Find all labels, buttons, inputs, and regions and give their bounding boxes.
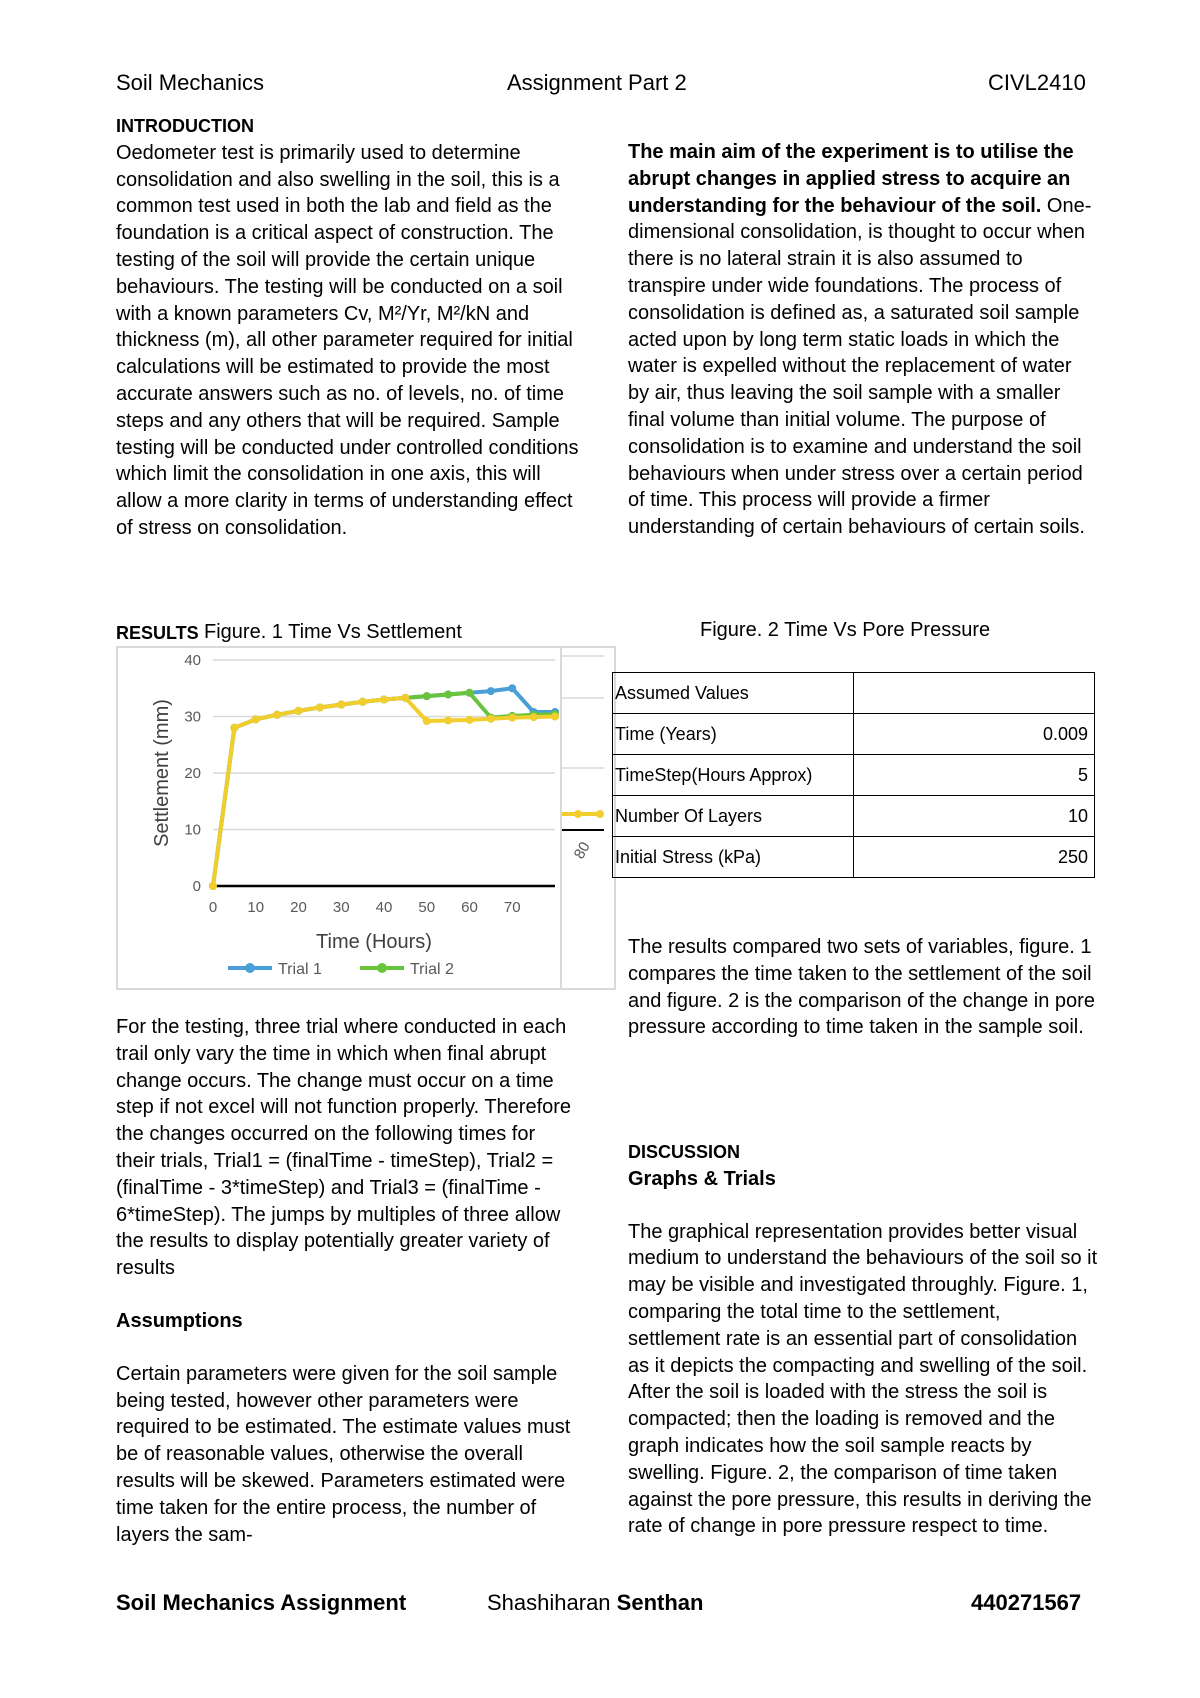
discussion-column xyxy=(628,1139,1098,1540)
trials-text: For the testing, three trial where conducted in each trail only vary the time in which when final abrupt change occurs. The change must occur on a time step if not excel will not function properly. Therefore the changes occurred on the following times for their trials, Trial1 = (finalTime - timeStep), Trial2 = (finalTime - 3*timeStep) and Trial3 = (finalTime - 6*timeStep). The jumps by multiples of three allow the results to display potentially greater variety of results xyxy=(116,1016,572,1280)
trial2-point xyxy=(466,689,474,697)
trial3-point xyxy=(423,717,431,725)
legend-trial1-label: Trial 1 xyxy=(278,961,322,978)
discussion-text: The graphical representation provides better visual medium to understand the behaviours of the soil so it may be visible and investigated throughly. Figure. 1, comparing the total time to the settlement, settlement rate is an essential part of consolidation as it depicts the compacting and swelling of the soil. After the soil is loaded with the stress the soil is compacted; then the loading is removed and the graph indicates how the soil sample reacts by swelling. Figure. 2, the comparison of time taken against the pore pressure, this results in deriving the rate of change in pore pressure respect to time. xyxy=(628,1220,1098,1538)
figure2-caption: Figure. 2 Time Vs Pore Pressure xyxy=(700,619,991,641)
table-cell: TimeStep(Hours Approx) xyxy=(613,755,854,796)
intro-right-paragraph xyxy=(628,139,1098,541)
trial3-point xyxy=(316,703,324,711)
table-cell: 10 xyxy=(854,796,1095,837)
table-row xyxy=(613,837,1095,878)
results-text: The results compared two sets of variables, figure. 1 compares the time taken to the settlement of the soil and figure. 2 is the comparison of the change in pore pressure according to time taken in the sample soil. xyxy=(628,936,1095,1039)
trial3-point xyxy=(466,716,474,724)
assumptions-text: Certain parameters were given for the soil sample being tested, however other parameters were required to be estimated. The estimate values must be of reasonable values, otherwise the overall results will be skewed. Parameters estimated were time taken for the entire process, the number of layers the sam- xyxy=(116,1362,571,1546)
x-axis-title: Time (Hours) xyxy=(316,931,432,953)
trial1-point xyxy=(487,687,495,695)
x-tick-label: 40 xyxy=(375,899,393,916)
trial3-point xyxy=(337,701,345,709)
table-cell: Initial Stress (kPa) xyxy=(613,837,854,878)
trial1-point xyxy=(508,684,516,692)
trial3-point xyxy=(230,724,238,732)
legend-trial2-marker xyxy=(377,963,387,973)
assumed-values-table xyxy=(612,672,1095,878)
header-code: CIVL2410 xyxy=(988,70,1086,95)
table-header-cell xyxy=(854,673,1095,714)
figure1-chart-frame xyxy=(116,646,562,990)
figure1-chart xyxy=(118,648,560,988)
x-tick-label: 0 xyxy=(208,899,218,916)
y-tick-label: 20 xyxy=(184,765,201,782)
figure2-point xyxy=(574,810,582,818)
x-tick-label: 30 xyxy=(332,899,350,916)
trial3-point xyxy=(487,715,495,723)
intro-right-text: One-dimensional consolidation, is thought to occur when there is no lateral strain it is also assumed to transpire under wide foundations. The process of consolidation is defined as, a saturated soil sample acted upon by long term static loads in which the water is expelled without the replacement of water by air, thus leaving the soil sample with a smaller final volume than initial volume. The purpose of consolidation is to examine and understand the soil behaviours when under stress over a certain period of time. This process will provide a firmer understanding of certain behaviours of certain soils. xyxy=(628,194,1092,539)
trial2-point xyxy=(423,692,431,700)
legend-trial2-label: Trial 2 xyxy=(410,961,454,978)
y-axis-title: Settlement (mm) xyxy=(151,699,173,847)
trial3-line xyxy=(213,698,555,886)
x-tick-label: 70 xyxy=(503,899,521,916)
footer-author xyxy=(487,1590,703,1616)
results-heading: RESULTS xyxy=(116,623,199,643)
table-row xyxy=(613,796,1095,837)
header-course: Soil Mechanics xyxy=(116,70,264,95)
trial3-point xyxy=(401,694,409,702)
table-row xyxy=(613,755,1095,796)
trial3-point xyxy=(508,714,516,722)
discussion-heading: DISCUSSION xyxy=(628,1142,741,1162)
figure2-point xyxy=(596,810,604,818)
assumptions-heading: Assumptions xyxy=(116,1309,243,1332)
table-cell: 5 xyxy=(854,755,1095,796)
footer-title: Soil Mechanics Assignment xyxy=(116,1590,407,1615)
trial3-point xyxy=(252,715,260,723)
intro-left-text: Oedometer test is primarily used to determine consolidation and also swelling in the soil, this is a common test used in both the lab and field as the foundation is a critical aspect of construction. The testing of the soil will provide the certain unique behaviours. The testing will be conducted on a soil with a known parameters Cv, M²/Yr, M²/kN and thickness (m), all other parameter required for initial calculations will be estimated to provide the most accurate answers such as no. of levels, no. of time steps and any others that will be required. Sample testing will be conducted under controlled conditions which limit the consolidation in one axis, this will allow a more clarity in terms of understanding effect of stress on consolidation. xyxy=(116,141,579,539)
figure1-caption: Figure. 1 Time Vs Settlement xyxy=(204,621,462,643)
table-cell: Time (Years) xyxy=(613,714,854,755)
x-tick-label: 10 xyxy=(247,899,265,916)
x-tick-label: 60 xyxy=(461,899,478,916)
trial3-point xyxy=(380,696,388,704)
trial3-point xyxy=(359,698,367,706)
trial3-point xyxy=(209,882,217,890)
header-title: Assignment Part 2 xyxy=(507,70,687,95)
results-right-column xyxy=(628,934,1098,1041)
table-cell: 0.009 xyxy=(854,714,1095,755)
trial3-point xyxy=(273,711,281,719)
trial3-point xyxy=(444,716,452,724)
trial3-point xyxy=(551,713,559,721)
figure2-tick-label: 80 xyxy=(570,839,594,862)
author-last-name: Senthan xyxy=(616,1590,704,1615)
y-tick-label: 0 xyxy=(192,878,201,895)
table-cell: 250 xyxy=(854,837,1095,878)
table-header-cell: Assumed Values xyxy=(613,673,854,714)
trials-column xyxy=(116,1014,578,1548)
y-tick-label: 40 xyxy=(184,652,201,669)
discussion-subheading: Graphs & Trials xyxy=(628,1167,776,1190)
x-tick-label: 20 xyxy=(290,899,307,916)
footer-student-id: 440271567 xyxy=(971,1590,1082,1615)
author-first-name: Shashiharan xyxy=(487,1590,617,1615)
trial3-point xyxy=(295,707,303,715)
y-tick-label: 10 xyxy=(184,821,201,839)
x-tick-label: 50 xyxy=(418,899,436,916)
table-cell: Number Of Layers xyxy=(613,796,854,837)
legend-trial1-marker xyxy=(245,963,255,973)
y-tick-label: 30 xyxy=(184,708,201,726)
table-row xyxy=(613,714,1095,755)
aim-statement: The main aim of the experiment is to utilise the abrupt changes in applied stress to acquire an understanding for the behaviour of the soil. xyxy=(628,141,1074,217)
trial2-point xyxy=(444,690,452,698)
trial2-line xyxy=(213,693,555,886)
trial3-point xyxy=(530,713,538,721)
table-row xyxy=(613,673,1095,714)
intro-right-column xyxy=(628,139,1098,541)
intro-left-column xyxy=(116,113,584,542)
intro-heading: INTRODUCTION xyxy=(116,116,254,136)
